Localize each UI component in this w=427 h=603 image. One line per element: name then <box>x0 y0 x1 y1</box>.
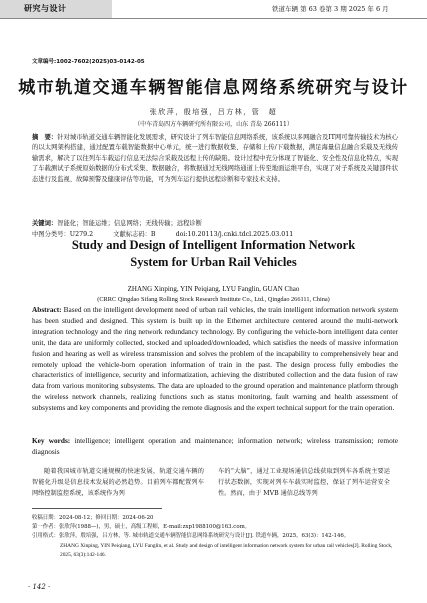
affiliation-chinese: （中车青岛四方车辆研究所有限公司，山东 青岛 266111） <box>134 121 293 128</box>
authors-english: ZHANG Xinping, YIN Peiqiang, LYU Fanglin, GUAN Chao <box>127 285 300 293</box>
keywords-label-english: Key words: <box>32 436 71 445</box>
body-column-right: 车的“大脑”，通过工业现场通信总线获取到列车各系统主要运行状态数据，实现对列车车载实时监控，保证了列车运营安全性。然而，由于 MVB 通信总线等列 <box>218 468 390 497</box>
article-number: 文章编号:1002-7602(2025)03-0142-05 <box>32 59 145 65</box>
keywords-chinese <box>32 218 398 227</box>
abstract-text-chinese: 针对城市轨道交通车辆智能化发展需求，研究设计了列车智能信息网络系统，该系统以多网融合及IT网可靠传输技术为核心的以太网架构搭建，通过配置车载智能数据中心单元，统一进行数据收集、存储和上传/下载数据，满足海量信息融合采载及无线传输需求，解决了以往列车车载运行信息无法综合采载及远程上传的缺陷。设计过程中充分体现了智能化、安全性及信息化特点，实现了车载测试子系统原始数据的分布式采集、数据融合，将数据通过无线网络通道上传至地面运维平台，实现了对子系统及关键部件状态进行及监视、故障预警及健康评估等功能，可为列车运行提供远程诊断和专家技术支持。 <box>32 134 399 183</box>
clc-number: 中图分类号：U279.2 <box>32 231 94 238</box>
doi[interactable]: doi:10.20113/j.cnki.tdcl.2025.03.011 <box>175 231 294 238</box>
journal-info: 铁道车辆 第 63 卷第 3 期 2025 年 6 月 <box>272 5 389 13</box>
body-column-left: 随着我国城市轨道交通规模的快速发展，轨道交通车辆的智能化升级是信息技术发展的必然趋势。目前列车都配置列车网络控制监控系统，该系统作为列 <box>32 468 204 497</box>
affiliation-english: (CRRC Qingdao Sifang Rolling Stock Research Institute Co., Ltd., Qingdao 266111, China) <box>97 296 330 303</box>
abstract-text-english: Based on the intelligent development need of urban rail vehicles, the train intelligent information network system has been studied and designed. This system is built up in the Ethernet architecture centered around the multi-network integration technology and the ring network redundancy technology. By configuring the vehicle-born intelligent data center unit, the data are uniformly collected, stocked and uploaded/downloaded, which satisfies the needs of massive information fusion and hearing as well as wireless transmission and solves the problem of the incapability to comprehensively hear and remotely upload the vehicle-born operation information of train in the past. The design process fully embodies the characteristics of intelligence, security and informatization, achieving the distributed collection and the data fusion of raw data from various monitoring subsystems. The data are uploaded to the ground operation and maintenance platform through the wireless network channels, realizing functions such as status monitoring, fault warning and health assessment of subsystems and key components and providing the remote diagnosis and the expert technical support for the train operation. <box>32 305 398 413</box>
abstract-label-english: Abstract: <box>32 305 62 314</box>
running-header <box>0 0 427 18</box>
received-date: 收稿日期：2024-08-12；修回日期：2024-06-20 <box>32 515 154 521</box>
abstract-chinese <box>32 133 398 185</box>
header-rule <box>0 18 427 19</box>
keywords-text-english: intelligence; intelligent operation and maintenance; information network; wireless transmission; remote diagnosis <box>32 436 398 456</box>
keywords-text-chinese: 智能化；智能运维；信息网络；无线传输；远程诊断 <box>57 220 203 227</box>
citation-chinese: 引用格式：张欣萍，殷培强，吕方林，等. 城市轨道交通车辆智能信息网络系统研究与设计[J]. 铁道车辆，2025，63(3)：142-146。 <box>32 533 350 540</box>
authors-chinese: 张欣萍，殷培强，吕方林，管 超 <box>149 108 278 116</box>
citation-english: ZHANG Xinping, YIN Peiqiang, LYU Fanglin, et al. Study and design of intelligent information network system for urban rail vehicles[J]. Rolling Stock, 2025, 63(3):142-146. <box>60 542 393 558</box>
page-number: · 142 · <box>28 583 51 591</box>
abstract-english <box>32 305 398 414</box>
title-chinese: 城市轨道交通车辆智能信息网络系统研究与设计 <box>18 78 409 98</box>
footnotes <box>32 514 402 560</box>
keywords-english <box>32 436 398 458</box>
document-code: 文献标志码：B <box>113 231 156 238</box>
abstract-label-chinese: 摘 要： <box>32 134 58 141</box>
author-bio: 第一作者：张欣萍(1988—)，男，硕士，高级工程师，E-mail:zxp1988100@163.com。 <box>32 524 251 531</box>
keywords-label-chinese: 关键词： <box>32 220 58 227</box>
section-label: 研究与设计 <box>24 4 67 13</box>
title-english-line2: System for Urban Rail Vehicles <box>130 255 297 269</box>
footnote-rule <box>32 508 162 509</box>
title-english-line1: Study and Design of Intelligent Information Network <box>71 238 356 252</box>
title-english <box>0 237 427 271</box>
